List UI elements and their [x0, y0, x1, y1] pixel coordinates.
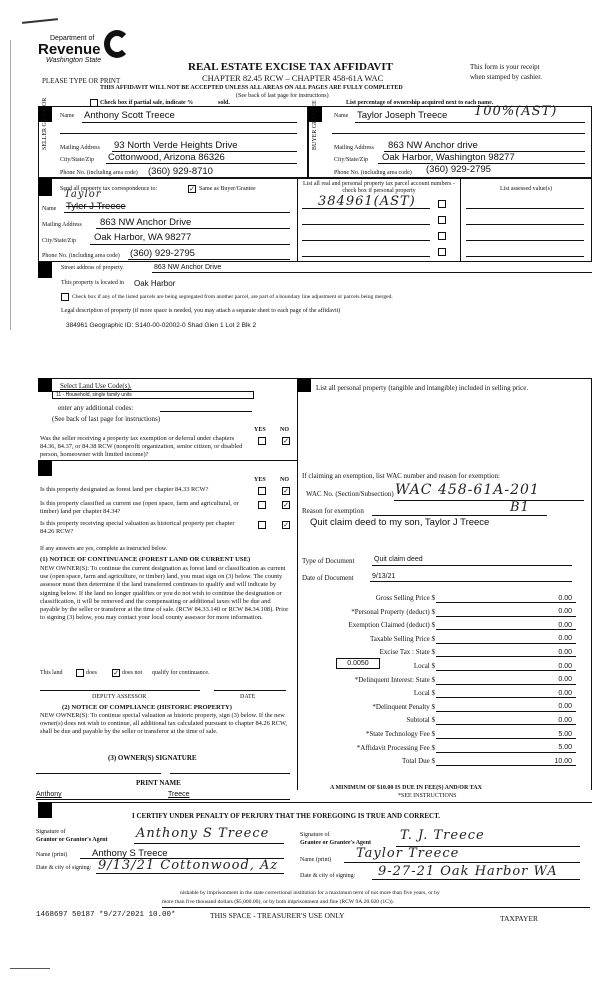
personal-property-label: List all personal property (tangible and intangible) included in selling price.: [316, 384, 529, 392]
assessed-header: List assessed value(s): [500, 186, 552, 192]
amount-value[interactable]: 5.00: [558, 730, 572, 738]
certify-statement: I CERTIFY UNDER PENALTY OF PERJURY THAT THE FOREGOING IS TRUE AND CORRECT.: [132, 812, 441, 820]
exempt-yes-checkbox[interactable]: [258, 437, 266, 445]
section-marker: [38, 262, 52, 278]
grantor-signature[interactable]: Anthony S Treece: [136, 826, 270, 841]
logo-icon: [104, 30, 130, 58]
grantor-name[interactable]: Anthony S Treece: [92, 848, 168, 859]
does-not-checkbox[interactable]: ✓: [113, 669, 119, 677]
penalty-line-2: more than five thousand dollars ($5,000.00), or by both imprisonment and fine (RCW 9A.20.020 (1C)).: [162, 899, 395, 905]
amount-value[interactable]: 0.00: [558, 621, 572, 629]
personal-property-checkbox[interactable]: [438, 232, 446, 240]
seller-city[interactable]: Cottonwood, Arizona 86326: [108, 152, 225, 163]
penalty-line-1: nishable by imprisonment in the state correctional institution for a maximum term of not more than five years, or by: [180, 890, 440, 896]
amount-label: Taxable Selling Price $: [369, 634, 435, 643]
grantee-name-label: Name (print): [300, 857, 332, 863]
corr-city-label: City/State/Zip: [42, 238, 76, 244]
notice-2-text: NEW OWNER(S): To continue special valuation as historic property, sign (3) below. If the new owner(s) does not wish to continue, all additional tax calculated pursuant to chapter 84.26 RCW, shall be due and payable by the seller or transferor at the time of sale.: [40, 712, 287, 736]
buyer-name[interactable]: Taylor Joseph Treece: [357, 110, 448, 121]
warning: THIS AFFIDAVIT WILL NOT BE ACCEPTED UNLESS ALL AREAS ON ALL PAGES ARE FULLY COMPLETED: [100, 85, 403, 91]
assessed-value-field[interactable]: [466, 256, 584, 257]
amount-value[interactable]: 0.00: [558, 703, 572, 711]
located-in[interactable]: Oak Harbor: [134, 279, 176, 288]
parcel-line: [302, 256, 430, 257]
buyer-side-label: BUYER GRANTEE: [312, 100, 318, 150]
corr-mail-label: Mailing Address: [42, 222, 82, 228]
same-as-buyer-checkbox[interactable]: ✓: [189, 185, 195, 193]
amount-line: [436, 711, 576, 712]
if-yes-note: If any answers are yes, complete as instructed below.: [40, 546, 168, 552]
see-back: (See back of last page for instructions): [236, 93, 329, 99]
seller-city-label: City/State/Zip: [60, 157, 94, 163]
question-yes-checkbox[interactable]: [258, 501, 266, 509]
correspondence-label: Send all property tax correspondence to:: [60, 186, 158, 192]
amount-line: [436, 602, 576, 603]
no-header: NO: [280, 427, 289, 433]
grantor-date-city[interactable]: 9/13/21 Cottonwood, Az: [98, 858, 279, 873]
section-marker: [38, 802, 52, 818]
corr-name[interactable]: Tyler J Treece: [66, 201, 126, 212]
print-name-label: PRINT NAME: [136, 779, 181, 787]
exempt-no-checkbox[interactable]: ✓: [283, 437, 289, 445]
parcel-line: [302, 208, 430, 209]
notice-3-title: (3) OWNER(S) SIGNATURE: [108, 754, 197, 762]
doc-type[interactable]: Quit claim deed: [374, 556, 423, 563]
seller-mail-label: Mailing Address: [60, 145, 100, 151]
does-label: does: [86, 670, 97, 676]
buyer-city[interactable]: Oak Harbor, Washington 98277: [382, 152, 515, 163]
land-use-see-back: (See back of last page for instructions): [52, 415, 161, 423]
doc-date-label: Date of Document: [302, 574, 354, 582]
copy-label: TAXPAYER: [500, 914, 539, 923]
amount-label: *Affidavit Processing Fee $: [356, 743, 435, 752]
grantee-date-label: Date & city of signing:: [300, 873, 356, 879]
personal-property-checkbox[interactable]: [438, 200, 446, 208]
section-marker: [297, 378, 311, 392]
assessed-value-field[interactable]: [466, 224, 584, 225]
question-no-checkbox[interactable]: ✓: [283, 487, 289, 495]
owner-last-name[interactable]: Treece: [168, 791, 190, 798]
grantee-sig-label-1: Signature of: [300, 832, 330, 838]
treasurer-use: THIS SPACE - TREASURER'S USE ONLY: [210, 911, 345, 920]
partial-sale-label: Check box if partial sale, indicate %: [100, 100, 194, 106]
minimum-note: A MINIMUM OF $10.00 IS DUE IN FEE(S) AND/OR TAX: [330, 785, 482, 791]
receipt-note-1: This form is your receipt: [470, 63, 540, 71]
yes-header: YES: [254, 477, 266, 483]
grantor-sig-label-2: Grantor or Grantor's Agent: [36, 837, 108, 843]
no-header: NO: [280, 477, 289, 483]
amount-line: [436, 724, 576, 725]
land-use-label: Select Land Use Code(s).: [60, 382, 132, 390]
seller-mail[interactable]: 93 North Verde Heights Drive: [114, 140, 238, 151]
seller-side-label: SELLER GRANTOR: [42, 97, 48, 150]
grantee-signature[interactable]: T. J. Treece: [400, 828, 485, 843]
exemption-question: Was the seller receiving a property tax exemption or deferral under chapters 84.36, 84.37, or 84.38 RCW (nonprofit organization, senior citizen, or disabled person, homeowner with limited income)?: [40, 435, 243, 459]
question-text: Is this property receiving special valuation as historical property per chapter 84.26 RCW?: [40, 520, 235, 536]
reason-code[interactable]: B1: [510, 500, 530, 515]
seller-name-label: Name: [60, 113, 75, 119]
doc-type-label: Type of Document: [302, 557, 355, 565]
street-address[interactable]: 863 NW Anchor Drive: [154, 264, 222, 271]
street-label: Street address of property.: [61, 265, 124, 271]
buyer-phone[interactable]: (360) 929-2795: [426, 164, 491, 175]
amount-line: [436, 656, 576, 657]
question-no-checkbox[interactable]: ✓: [283, 501, 289, 509]
amount-value[interactable]: 10.00: [554, 757, 572, 765]
notice-1-text: NEW OWNER(S): To continue the current designation as forest land or classification as current use (open space, farm and agriculture, or timber) land, you must sign on (3) below. The county assessor must then determine if the land transferred continues to qualify and will indicate by signing below. If the land no longer qualifies or you do not wish to continue the designation or classification, it will be removed and the compensating or additional taxes will be due and payable by the seller or transferor at the time of sale. (RCW 84.33.140 or RCW 84.34.108). Prior to signing (3) below, you may contact your local county assessor for more information.: [40, 565, 289, 622]
assessed-value-field[interactable]: [466, 240, 584, 241]
buyer-city-label: City/State/Zip: [334, 157, 368, 163]
grantor-date-label: Date & city of signing:: [36, 865, 92, 871]
qualify-label: qualify for continuance.: [152, 670, 210, 676]
page-edge: [10, 40, 11, 330]
same-as-buyer-label: Same as Buyer/Grantee: [199, 186, 256, 192]
seller-phone-label: Phone No. (including area code): [60, 170, 138, 176]
amount-label: Total Due $: [402, 757, 435, 766]
reason-label: Reason for exemption: [302, 507, 364, 515]
grantee-sig-label-2: Grantee or Grantee's Agent: [300, 840, 372, 846]
amount-value[interactable]: 0.00: [558, 662, 572, 670]
parcel-number[interactable]: 384961(AST): [318, 194, 416, 209]
question-yes-checkbox[interactable]: [258, 521, 266, 529]
doc-date[interactable]: 9/13/21: [372, 573, 396, 580]
question-text: Is this property designated as forest land per chapter 84.33 RCW?: [40, 486, 209, 493]
local-rate[interactable]: 0.0050: [336, 658, 380, 669]
form-title: REAL ESTATE EXCISE TAX AFFIDAVIT: [188, 61, 393, 73]
personal-property-checkbox[interactable]: [438, 216, 446, 224]
amount-label: Gross Selling Price $: [375, 594, 435, 602]
amount-line: [436, 629, 576, 630]
section-marker: [38, 378, 52, 392]
amount-label: Excise Tax : State $: [379, 648, 435, 657]
yes-header: YES: [254, 427, 266, 433]
corr-mail[interactable]: 863 NW Anchor Drive: [100, 217, 192, 228]
amount-line: [436, 697, 576, 698]
amount-line: [436, 738, 576, 739]
located-label: This property is located in: [61, 280, 124, 286]
exemption-label: If claiming an exemption, list WAC number and reason for exemption:: [302, 472, 500, 480]
logo-line3: Washington State: [46, 57, 102, 64]
notice-2-title: (2) NOTICE OF COMPLIANCE (HISTORIC PROPERTY): [62, 704, 232, 711]
amount-line: [436, 616, 576, 617]
seller-phone[interactable]: (360) 929-8710: [148, 166, 213, 177]
seller-name[interactable]: Anthony Scott Treece: [84, 110, 175, 121]
amount-value[interactable]: 5.00: [558, 744, 572, 752]
amount-label: Local $: [413, 689, 435, 698]
see-instructions: *SEE INSTRUCTIONS: [398, 793, 457, 799]
amount-label: Subtotal $: [406, 716, 435, 725]
parcel-line: [302, 224, 430, 225]
grantee-name[interactable]: Taylor Treece: [356, 846, 460, 861]
amount-value[interactable]: 0.00: [558, 648, 572, 656]
question-text: Is this property classified as current use (open space, farm and agricultural, or timber) land per chapter 84.34?: [40, 500, 239, 516]
amount-value[interactable]: 0.00: [558, 608, 572, 616]
amount-value[interactable]: 0.00: [558, 635, 572, 643]
logo-line2: Revenue: [38, 41, 101, 58]
amount-line: [436, 752, 576, 753]
corr-name-label: Name: [42, 206, 57, 212]
parcel-header: List all real and personal property tax parcel account numbers - check box if personal property: [303, 181, 455, 194]
list-pct-label: List percentage of ownership acquired next to each name.: [346, 100, 494, 106]
land-use-select[interactable]: 11 - Household, single family units: [52, 391, 254, 399]
segregated-label: Check box if any of the listed parcels are being segregated from another parcel, are part of a boundary line adjustment or parcels being merged.: [72, 294, 393, 300]
cashier-stamp: 1468697 50187 *9/27/2021 10.00*: [36, 911, 176, 919]
does-not-label: does not: [122, 670, 143, 676]
amount-line: [436, 643, 576, 644]
scan-mark: [22, 18, 58, 24]
corr-city[interactable]: Oak Harbor, WA 98277: [94, 232, 192, 243]
personal-property-checkbox[interactable]: [438, 248, 446, 256]
does-checkbox[interactable]: [76, 669, 84, 677]
please-type: PLEASE TYPE OR PRINT: [42, 77, 121, 85]
amount-value[interactable]: 0.00: [558, 676, 572, 684]
amount-value[interactable]: 0.00: [558, 716, 572, 724]
logo-line1: Department of: [50, 35, 95, 42]
assessed-value-field[interactable]: [466, 208, 584, 209]
segregated-checkbox[interactable]: [61, 293, 69, 301]
amount-label: Local $: [413, 662, 435, 670]
amount-label: *State Technology Fee $: [365, 730, 435, 738]
amount-label: *Delinquent Penalty $: [372, 702, 435, 711]
wac-label: WAC No. (Section/Subsection): [306, 490, 394, 498]
amount-label: *Personal Property (deduct) $: [351, 607, 435, 616]
parcel-line: [302, 240, 430, 241]
notice-1-title: (1) NOTICE OF CONTINUANCE (FOREST LAND OR CURRENT USE): [40, 556, 251, 563]
owner-first-name[interactable]: Anthony: [36, 791, 62, 798]
question-no-checkbox[interactable]: ✓: [283, 521, 289, 529]
grantee-date-city[interactable]: 9-27-21 Oak Harbor WA: [378, 864, 558, 879]
amount-value[interactable]: 0.00: [558, 689, 572, 697]
legal-description[interactable]: 384961 Geographic ID: S140-00-02002-0 Shad Glen 1 Lot 2 Blk 2: [66, 322, 257, 329]
buyer-percentage[interactable]: 100%(AST): [474, 104, 558, 119]
amount-label: *Delinquent Interest: State $: [354, 675, 435, 684]
this-land-label: This land: [40, 670, 63, 676]
buyer-mail[interactable]: 863 NW Anchor drive: [388, 140, 478, 151]
section-marker: [38, 460, 52, 476]
additional-codes-label: enter any additional codes:: [58, 404, 134, 412]
deputy-assessor-label: DEPUTY ASSESSOR: [92, 694, 147, 700]
buyer-name-label: Name: [334, 113, 349, 119]
grantor-name-label: Name (print): [36, 852, 68, 858]
receipt-note-2: when stamped by cashier.: [470, 73, 542, 81]
question-yes-checkbox[interactable]: [258, 487, 266, 495]
sold-label: sold.: [218, 100, 230, 106]
amount-label: Exemption Claimed (deduct) $: [348, 621, 435, 630]
amount-line: [436, 670, 576, 671]
scan-mark: [10, 968, 50, 969]
date-label: DATE: [240, 694, 256, 700]
correspondence-handwritten: Taylor: [64, 189, 102, 200]
buyer-mail-label: Mailing Address: [334, 145, 374, 151]
form-subtitle: CHAPTER 82.45 RCW – CHAPTER 458-61A WAC: [202, 73, 384, 83]
corr-phone[interactable]: (360) 929-2795: [130, 248, 195, 259]
amount-line: [436, 684, 576, 685]
grantor-sig-label-1: Signature of: [36, 829, 66, 835]
buyer-phone-label: Phone No. (including area code): [334, 170, 412, 176]
amount-line: [436, 765, 576, 766]
amount-value[interactable]: 0.00: [558, 594, 572, 602]
wac-number[interactable]: WAC 458-61A-201: [395, 482, 540, 498]
corr-phone-label: Phone No. (including area code): [42, 253, 120, 259]
reason-text[interactable]: Quit claim deed to my son, Taylor J Treece: [310, 517, 490, 528]
section-marker: [38, 178, 52, 196]
legal-label: Legal description of property (if more space is needed, you may attach a separate sheet to each page of the affidavit): [61, 308, 341, 314]
